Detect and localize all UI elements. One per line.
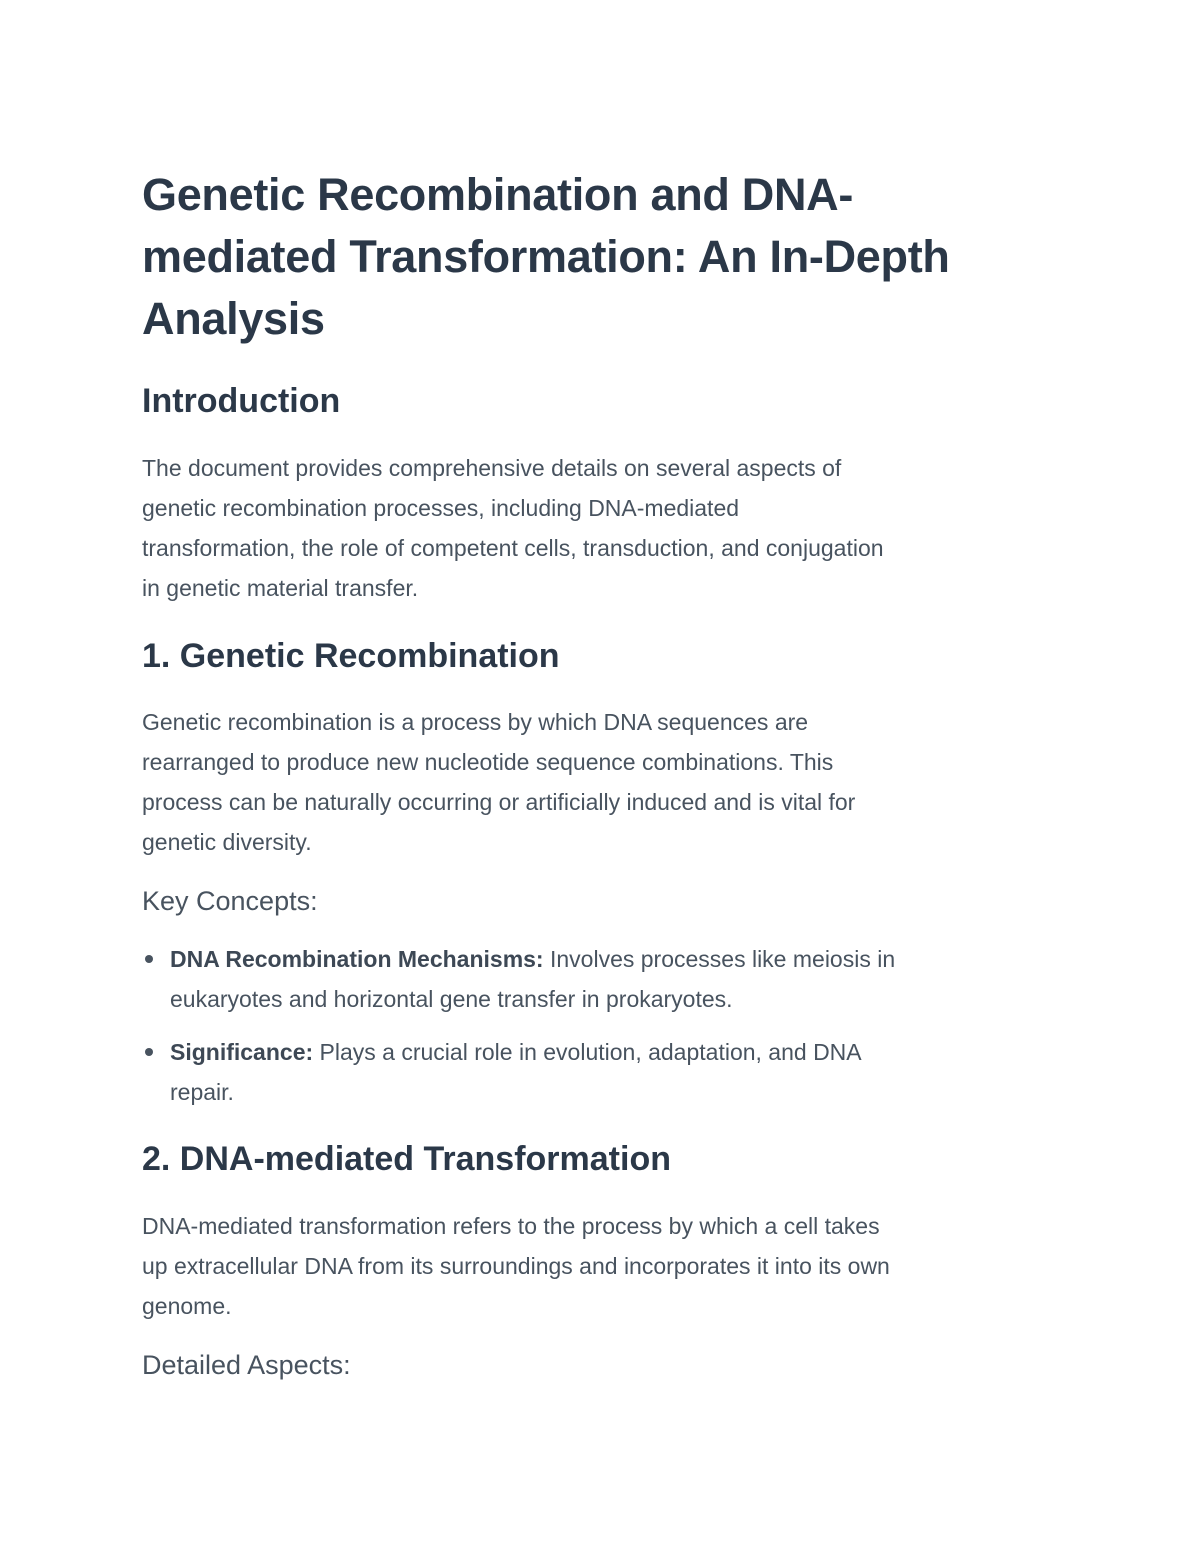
- heading-detailed-aspects: Detailed Aspects:: [142, 1350, 351, 1380]
- transformation-paragraph: [142, 1206, 1072, 1326]
- bullet-term: DNA Recombination Mechanisms:: [170, 946, 544, 972]
- recombination-paragraph: [142, 702, 1072, 862]
- text-line: DNA-mediated transformation refers to the process by which a cell takes: [142, 1213, 880, 1239]
- heading-introduction: Introduction: [142, 382, 341, 420]
- bullet-text: eukaryotes and horizontal gene transfer in prokaryotes.: [170, 986, 733, 1012]
- bullet-text: Involves processes like meiosis in: [549, 946, 896, 972]
- text-line: up extracellular DNA from its surroundings and incorporates it into its own: [142, 1253, 890, 1279]
- text-line: Genetic recombination is a process by which DNA sequences are: [142, 709, 809, 735]
- text-line: in genetic material transfer.: [142, 575, 419, 601]
- bullet-term: Significance:: [170, 1039, 314, 1065]
- text-line: genetic recombination processes, including DNA-mediated: [142, 495, 740, 521]
- bullet-text: repair.: [170, 1079, 234, 1105]
- heading-key-concepts: Key Concepts:: [142, 886, 318, 916]
- heading-dna-mediated-transformation: 2. DNA-mediated Transformation: [142, 1140, 671, 1178]
- title-line: Analysis: [142, 293, 325, 344]
- intro-paragraph: [142, 448, 1072, 608]
- text-line: genome.: [142, 1293, 232, 1319]
- text-line: genetic diversity.: [142, 829, 312, 855]
- text-line: The document provides comprehensive details on several aspects of: [142, 455, 842, 481]
- heading-genetic-recombination: 1. Genetic Recombination: [142, 637, 560, 675]
- document-title: [142, 164, 1072, 350]
- bullet-icon: [145, 955, 153, 963]
- text-line: rearranged to produce new nucleotide sequence combinations. This: [142, 749, 834, 775]
- bullet-icon: [145, 1048, 153, 1056]
- title-line: mediated Transformation: An In-Depth: [142, 231, 950, 282]
- list-item: [170, 1032, 862, 1112]
- title-line: Genetic Recombination and DNA-: [142, 169, 854, 220]
- text-line: transformation, the role of competent cells, transduction, and conjugation: [142, 535, 884, 561]
- bullet-text: Plays a crucial role in evolution, adaptation, and DNA: [319, 1039, 862, 1065]
- list-item: [170, 939, 895, 1019]
- text-line: process can be naturally occurring or artificially induced and is vital for: [142, 789, 856, 815]
